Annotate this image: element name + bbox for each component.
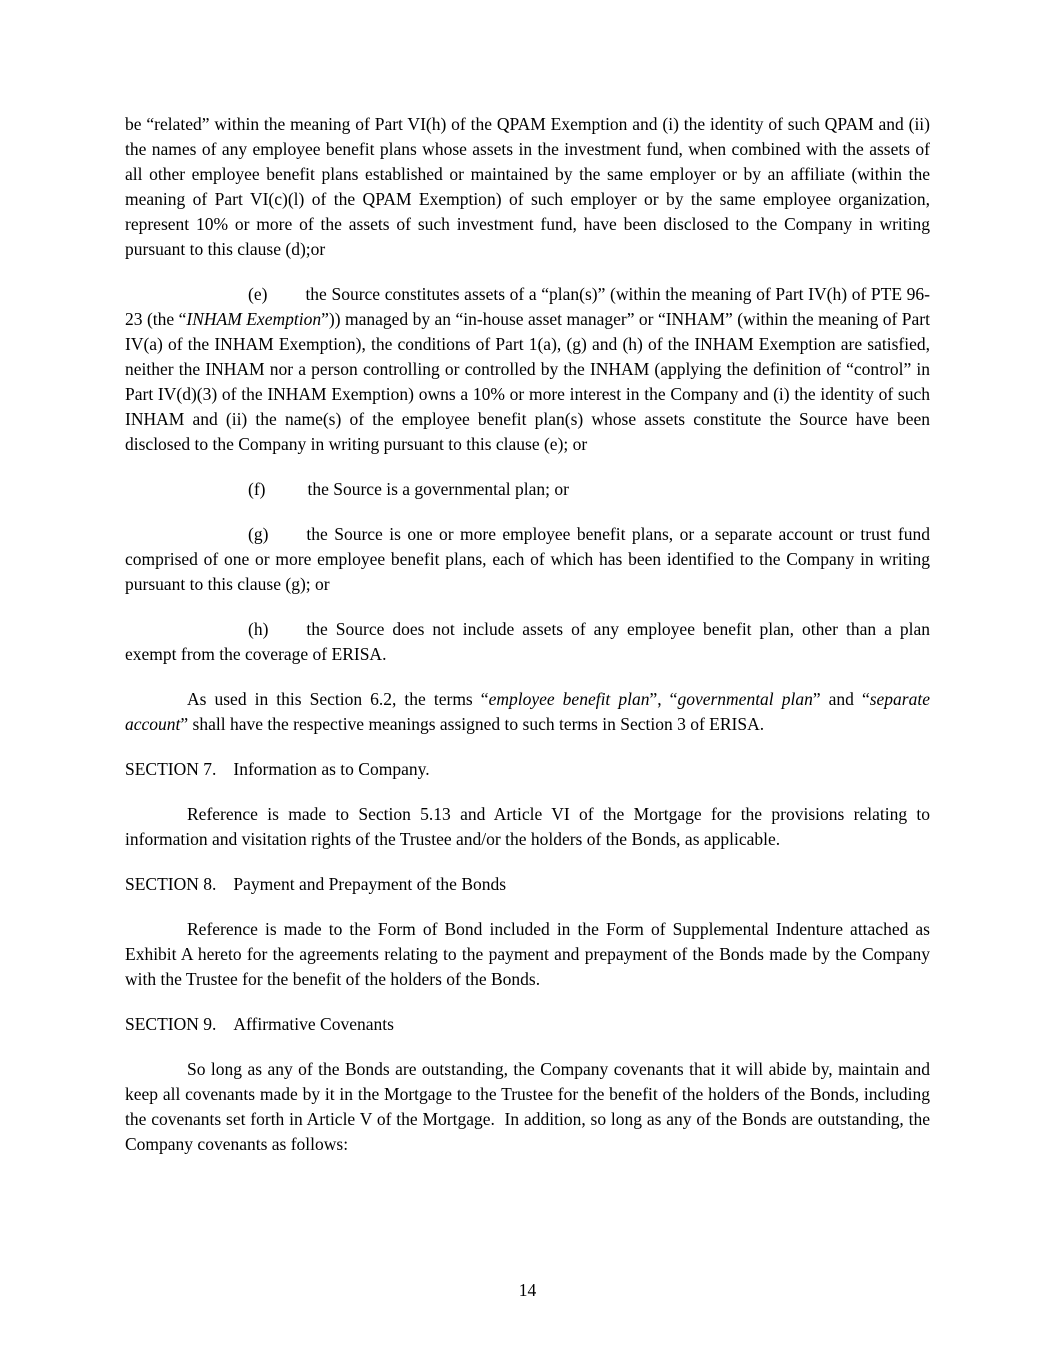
text-run: SECTION 9. <box>125 1014 217 1034</box>
text-run: be “related” within the meaning of Part VI(h) of the QPAM Exemption and (i) the identity of such QPAM and (ii) the names of any employee benefit plans whose assets in the investment fund, when combined with the assets of all other employee benefit plans established or maintained by the same employer or by an affiliate (within the meaning of Part VI(c)(l) of the QPAM Exemption) of such employer or by the same employee organization, represent 10% or more of the assets of such investment fund, have been disclosed to the Company in writing pursuant to this clause (d);or <box>125 114 930 259</box>
text-run: So long as any of the Bonds are outstanding, the Company covenants that it will abide by, maintain and keep all covenants made by it in the Mortgage to the Trustee for the benefit of the holders of the Bonds, including the covenants set forth in Article V of the Mortgage. In addition, so long as any of the Bonds are outstanding, the Company covenants as follows: <box>125 1059 930 1154</box>
tab-gap <box>216 774 233 775</box>
text-run: the Source constitutes assets of a “plan(s)” (within the meaning of Part IV(h) of PTE 96-23 (the “ <box>125 284 930 329</box>
text-run: (e) <box>248 284 268 304</box>
section-9-heading <box>125 1012 930 1037</box>
clause-f-paragraph <box>125 477 930 502</box>
clause-e-paragraph <box>125 282 930 457</box>
page-number: 14 <box>518 1280 537 1300</box>
text-run: the Source is a governmental plan; or <box>307 479 569 499</box>
clause-h-paragraph <box>125 617 930 667</box>
text-run: Reference is made to Section 5.13 and Article VI of the Mortgage for the provisions relating to information and visitation rights of the Trustee and/or the holders of the Bonds, as applicable. <box>125 804 930 849</box>
section-8-paragraph <box>125 917 930 992</box>
tab-gap <box>268 634 306 635</box>
text-run: ”)) managed by an “in-house asset manager” or “INHAM” (within the meaning of Part IV(a) of the INHAM Exemption), the conditions of Part 1(a), (g) and (h) of the INHAM Exemption are satisfied, neither the INHAM nor a person controlling or controlled by the INHAM (applying the definition of “control” in Part IV(d)(3) of the INHAM Exemption) owns a 10% or more interest in the Company and (i) the identity of such INHAM and (ii) the name(s) of the employee benefit plan(s) whose assets constitute the Source have been disclosed to the Company in writing pursuant to this clause (e); or <box>125 309 930 454</box>
text-run: the Source does not include assets of any employee benefit plan, other than a plan exempt from the coverage of ERISA. <box>125 619 930 664</box>
text-run: the Source is one or more employee benefit plans, or a separate account or trust fund comprised of one or more employee benefit plans, each of which has been identified to the Company in writing pursuant to this clause (g); or <box>125 524 930 594</box>
text-run: ” and “ <box>812 689 870 709</box>
text-run: Payment and Prepayment of the Bonds <box>233 874 507 894</box>
section-7-heading <box>125 757 930 782</box>
text-run: As used in this Section 6.2, the terms “ <box>187 689 489 709</box>
text-run: (g) <box>248 524 269 544</box>
tab-gap <box>268 539 306 540</box>
section-8-heading <box>125 872 930 897</box>
text-run: SECTION 7. <box>125 759 217 779</box>
text-run: Reference is made to the Form of Bond included in the Form of Supplemental Indenture attached as Exhibit A hereto for the agreements relating to the payment and prepayment of the Bonds made by the Company with the Trustee for the benefit of the holders of the Bonds. <box>125 919 930 989</box>
section-9-paragraph <box>125 1057 930 1157</box>
tab-gap <box>216 889 233 890</box>
text-run: Affirmative Covenants <box>233 1014 394 1034</box>
clause-d-continuation-paragraph <box>125 112 930 262</box>
italic-text-run: employee benefit plan <box>488 689 650 709</box>
text-run: (h) <box>248 619 269 639</box>
tab-gap <box>216 1029 233 1030</box>
section-7-paragraph <box>125 802 930 852</box>
italic-text-run: INHAM Exemption <box>186 309 322 329</box>
terms-definition-paragraph <box>125 687 930 737</box>
document-body <box>125 112 930 1157</box>
text-run: (f) <box>248 479 266 499</box>
text-run: SECTION 8. <box>125 874 217 894</box>
tab-gap <box>267 299 305 300</box>
clause-g-paragraph <box>125 522 930 597</box>
italic-text-run: separate account <box>125 689 931 734</box>
text-run: Information as to Company. <box>233 759 430 779</box>
italic-text-run: governmental plan <box>677 689 813 709</box>
text-run: ” shall have the respective meanings assigned to such terms in Section 3 of ERISA. <box>180 714 765 734</box>
tab-gap <box>265 494 307 495</box>
text-run: ”, “ <box>649 689 678 709</box>
